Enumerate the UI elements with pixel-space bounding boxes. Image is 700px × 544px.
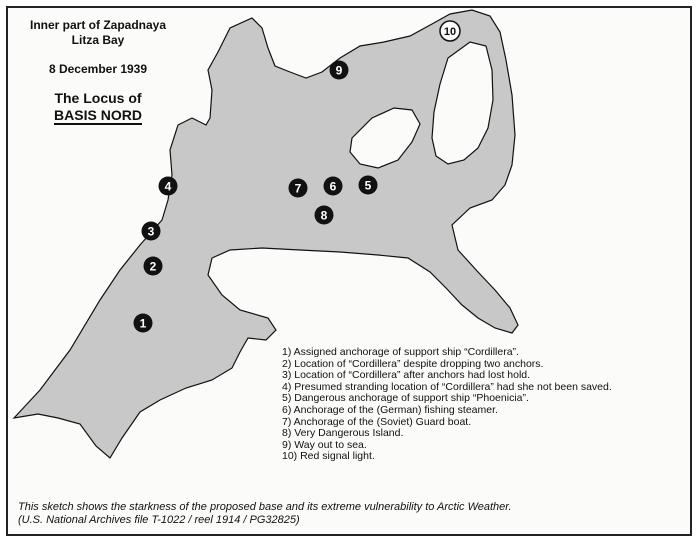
marker-4 <box>159 177 178 196</box>
legend-item: 3) Location of “Cordillera” after anchors had lost hold. <box>282 369 531 382</box>
legend <box>282 347 612 463</box>
marker-label: 8 <box>320 208 328 223</box>
legend-item: 1) Assigned anchorage of support ship “Cordillera”. <box>282 346 519 358</box>
marker-2 <box>144 257 163 276</box>
marker-label: 1 <box>139 316 147 331</box>
marker-label: 5 <box>364 178 372 193</box>
marker-label: 3 <box>147 224 155 239</box>
legend-item: 10) Red signal light. <box>282 450 375 463</box>
marker-5 <box>359 176 378 195</box>
marker-label: 4 <box>164 179 172 194</box>
map-title <box>18 18 178 125</box>
marker-9 <box>330 61 349 80</box>
caption <box>18 501 678 527</box>
title-line-2: Litza Bay <box>71 33 125 47</box>
legend-item: 4) Presumed stranding location of “Cordillera” had she not been saved. <box>282 380 612 393</box>
marker-1 <box>134 314 153 333</box>
marker-8 <box>315 206 334 225</box>
marker-10 <box>440 21 460 41</box>
map-date: 8 December 1939 <box>48 62 148 76</box>
caption-line-1: This sketch shows the starkness of the proposed base and its extreme vulnerability to Arctic Weather. <box>18 501 512 513</box>
legend-item: 9) Way out to sea. <box>282 438 367 451</box>
marker-7 <box>289 179 308 198</box>
marker-label: 10 <box>443 26 457 38</box>
legend-item: 5) Dangerous anchorage of support ship “Phoenicia”. <box>282 392 529 405</box>
base-name: BASIS NORD <box>54 107 142 123</box>
legend-item: 2) Location of “Cordillera” despite dropping two anchors. <box>282 357 544 370</box>
locus-heading: The Locus of <box>54 90 142 106</box>
legend-item: 7) Anchorage of the (Soviet) Guard boat. <box>282 415 472 428</box>
legend-item: 6) Anchorage of the (German) fishing steamer. <box>282 403 498 416</box>
marker-label: 9 <box>335 63 343 78</box>
title-line-1: Inner part of Zapadnaya <box>29 18 167 32</box>
legend-item: 8) Very Dangerous Island. <box>282 427 404 440</box>
caption-line-2: (U.S. National Archives file T-1022 / reel 1914 / PG32825) <box>18 514 300 526</box>
marker-label: 2 <box>149 259 157 274</box>
marker-6 <box>324 177 343 196</box>
marker-label: 7 <box>294 181 302 196</box>
marker-label: 6 <box>329 179 337 194</box>
marker-3 <box>142 222 161 241</box>
